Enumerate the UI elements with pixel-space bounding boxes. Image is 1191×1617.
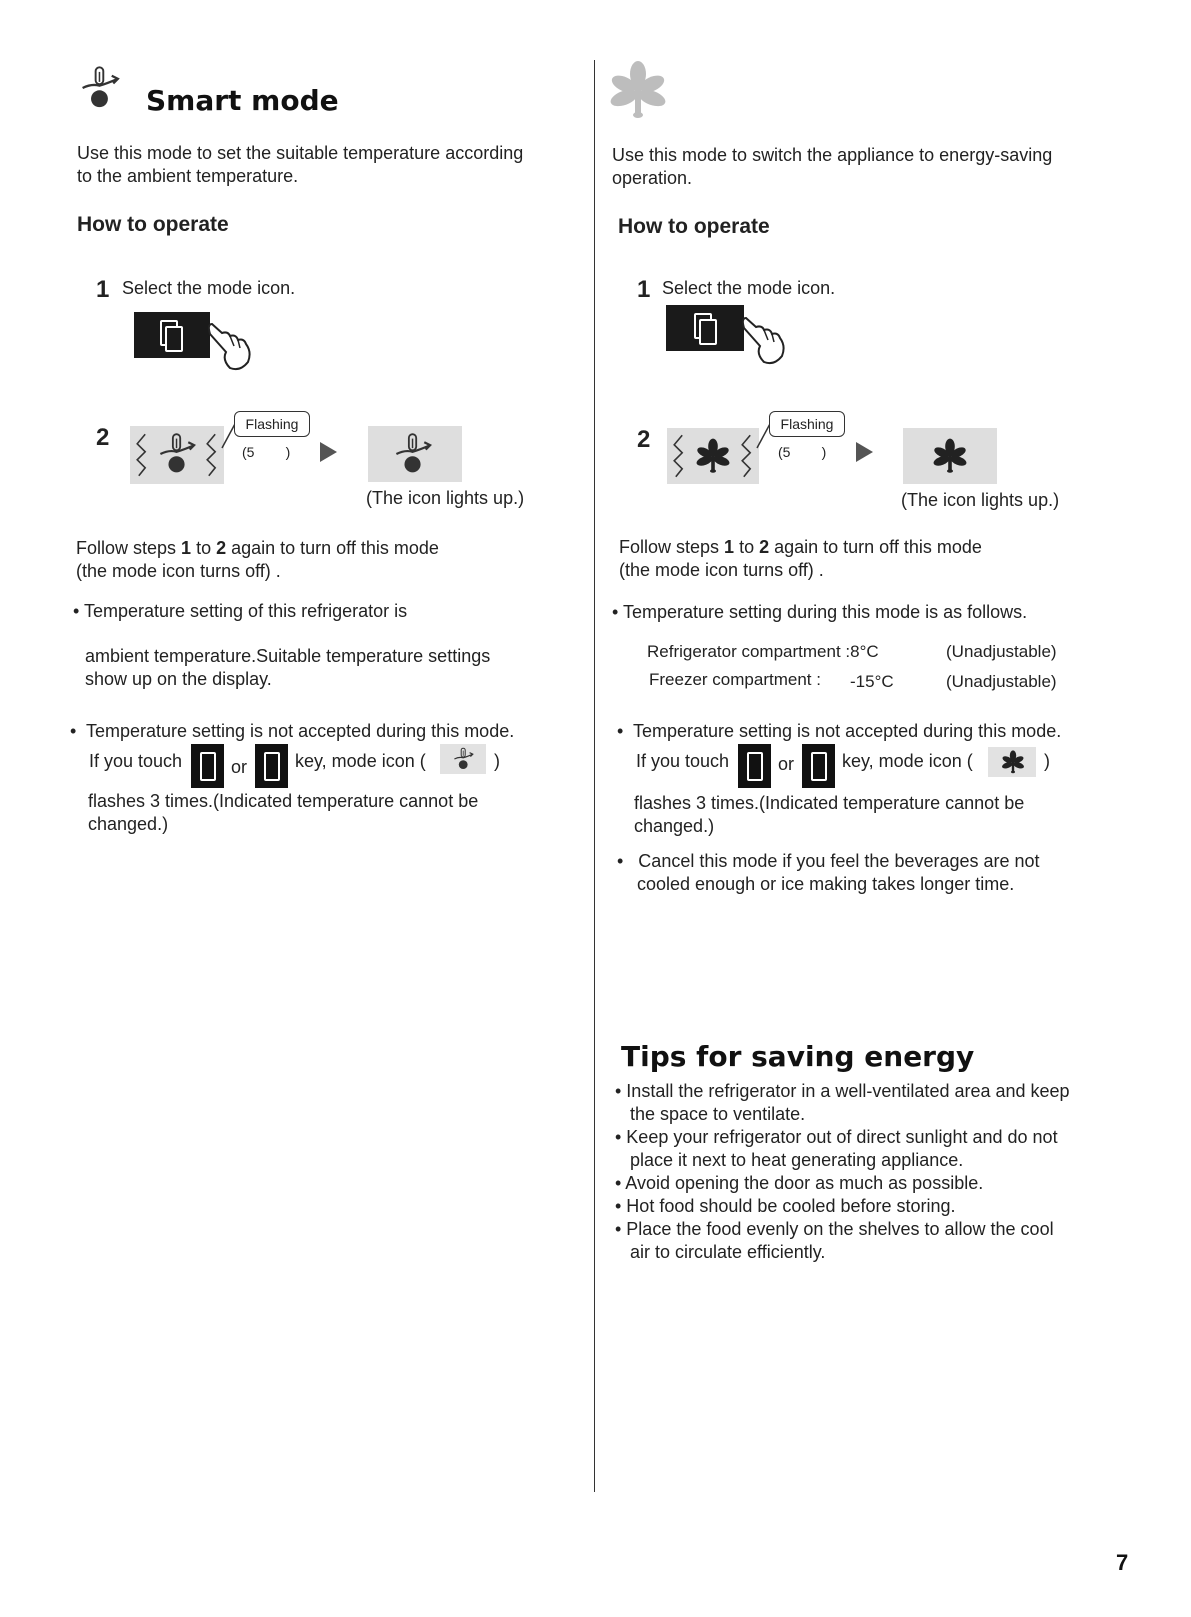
- eco-intro-line-1: Use this mode to switch the appliance to energy-saving: [612, 145, 1053, 165]
- page-number: 7: [1116, 1550, 1129, 1575]
- tips-line: • Keep your refrigerator out of direct sunlight and do not: [615, 1127, 1058, 1147]
- key-button-icon: [191, 744, 224, 788]
- smart-how-to-heading: How to operate: [77, 213, 229, 236]
- tips-line: • Avoid opening the door as much as possible.: [615, 1173, 984, 1193]
- eco-bullet-1: • Temperature setting during this mode is as follows.: [612, 602, 1028, 622]
- smart-follow-steps-line-2: (the mode icon turns off) .: [76, 561, 281, 581]
- flashing-label: Flashing: [234, 411, 310, 437]
- smart-inline-icon-box: [440, 744, 486, 774]
- eco-follow-steps-line-1: Follow steps 1 to 2 again to turn off this mode: [619, 537, 982, 557]
- eco-flashes-line-1: flashes 3 times.(Indicated temperature cannot be: [634, 793, 1025, 813]
- flashing-label: Flashing: [769, 411, 845, 437]
- smart-bullet-1-cont-1: ambient temperature.Suitable temperature settings: [85, 646, 491, 666]
- burst-left-icon: [671, 428, 687, 484]
- eco-close-paren: ): [1044, 751, 1050, 771]
- tips-line: • Hot food should be cooled before storing.: [615, 1196, 956, 1216]
- eco-fridge-note: (Unadjustable): [946, 642, 1057, 661]
- smart-step-1-number: 1: [96, 276, 110, 303]
- smart-step-1-text: Select the mode icon.: [122, 278, 296, 298]
- smart-touch-text: If you touch: [89, 751, 183, 771]
- smart-mode-icon: [78, 62, 124, 114]
- smart-bullet-1-cont-2: show up on the display.: [85, 669, 272, 689]
- smart-mode-icon: [452, 746, 476, 772]
- eco-freezer-label: Freezer compartment :: [649, 670, 821, 689]
- eco-mode-icon: [695, 438, 731, 474]
- smart-flashes-line-2: changed.): [88, 814, 169, 834]
- eco-inline-icon-box: [988, 747, 1036, 777]
- tips-line: • Place the food evenly on the shelves to allow the cool: [615, 1219, 1054, 1239]
- tips-line: • Install the refrigerator in a well-ventilated area and keep: [615, 1081, 1070, 1101]
- smart-flashes-line-1: flashes 3 times.(Indicated temperature cannot be: [88, 791, 479, 811]
- smart-key-mode-icon-text: key, mode icon (: [295, 751, 426, 771]
- tips-line: place it next to heat generating appliance.: [615, 1150, 964, 1170]
- eco-freezer-value: -15°C: [850, 672, 894, 691]
- eco-step-1-number: 1: [637, 276, 651, 303]
- tips-line: air to circulate efficiently.: [615, 1242, 826, 1262]
- smart-step-2-number: 2: [96, 424, 110, 451]
- eco-bullet-3-line-2: cooled enough or ice making takes longer time.: [637, 874, 1015, 894]
- smart-select-key-button[interactable]: [134, 312, 210, 358]
- eco-how-to-heading: How to operate: [618, 215, 770, 238]
- eco-key-mode-icon-text: key, mode icon (: [842, 751, 973, 771]
- key-button-icon: [802, 744, 835, 788]
- touch-hand-icon: [204, 322, 254, 372]
- smart-mode-icon: [156, 430, 200, 478]
- smart-flashing-icon-box: [130, 426, 224, 484]
- smart-intro-line-1: Use this mode to set the suitable temperature according: [77, 143, 524, 163]
- eco-freezer-note: (Unadjustable): [946, 672, 1057, 691]
- eco-mode-icon: [608, 60, 668, 120]
- eco-bullet-2: • Temperature setting is not accepted during this mode.: [617, 721, 1062, 741]
- tips-line: the space to ventilate.: [615, 1104, 806, 1124]
- eco-mode-icon: [1001, 750, 1025, 774]
- section-title-smart-mode: Smart mode: [146, 84, 339, 117]
- eco-flashing-icon-box: [667, 428, 759, 484]
- eco-lights-up-caption: (The icon lights up.): [901, 490, 1060, 510]
- burst-left-icon: [134, 427, 150, 483]
- eco-or-text: or: [778, 754, 795, 774]
- eco-step-1-text: Select the mode icon.: [662, 278, 836, 298]
- tips-list: [615, 1080, 1070, 1264]
- key-button-icon: [738, 744, 771, 788]
- play-arrow-icon: [320, 442, 337, 462]
- column-divider: [594, 60, 595, 1492]
- smart-mode-icon: [392, 430, 436, 478]
- flash-duration: (5 ): [242, 444, 291, 460]
- smart-or-text: or: [231, 757, 248, 777]
- eco-touch-text: If you touch: [636, 751, 730, 771]
- smart-close-paren: ): [494, 751, 500, 771]
- flash-duration: (5 ): [778, 444, 827, 460]
- smart-intro-line-2: to the ambient temperature.: [77, 166, 299, 186]
- smart-lights-up-caption: (The icon lights up.): [366, 488, 525, 508]
- touch-hand-icon: [738, 316, 788, 366]
- eco-bullet-3-line-1: • Cancel this mode if you feel the beverages are not: [617, 851, 1040, 871]
- eco-step-2-number: 2: [637, 426, 651, 453]
- play-arrow-icon: [856, 442, 873, 462]
- eco-intro-line-2: operation.: [612, 168, 693, 188]
- eco-fridge-label: Refrigerator compartment :8°C: [647, 642, 879, 661]
- eco-lit-icon-box: [903, 428, 997, 484]
- eco-select-key-button[interactable]: [666, 305, 744, 351]
- eco-mode-icon: [932, 438, 968, 474]
- smart-bullet-2: • Temperature setting is not accepted during this mode.: [70, 721, 515, 741]
- key-button-icon: [255, 744, 288, 788]
- eco-follow-steps-line-2: (the mode icon turns off) .: [619, 560, 824, 580]
- smart-bullet-1: • Temperature setting of this refrigerator is: [73, 601, 408, 621]
- smart-follow-steps-line-1: Follow steps 1 to 2 again to turn off this mode: [76, 538, 439, 558]
- tips-title: Tips for saving energy: [621, 1040, 975, 1073]
- smart-lit-icon-box: [368, 426, 462, 482]
- eco-flashes-line-2: changed.): [634, 816, 715, 836]
